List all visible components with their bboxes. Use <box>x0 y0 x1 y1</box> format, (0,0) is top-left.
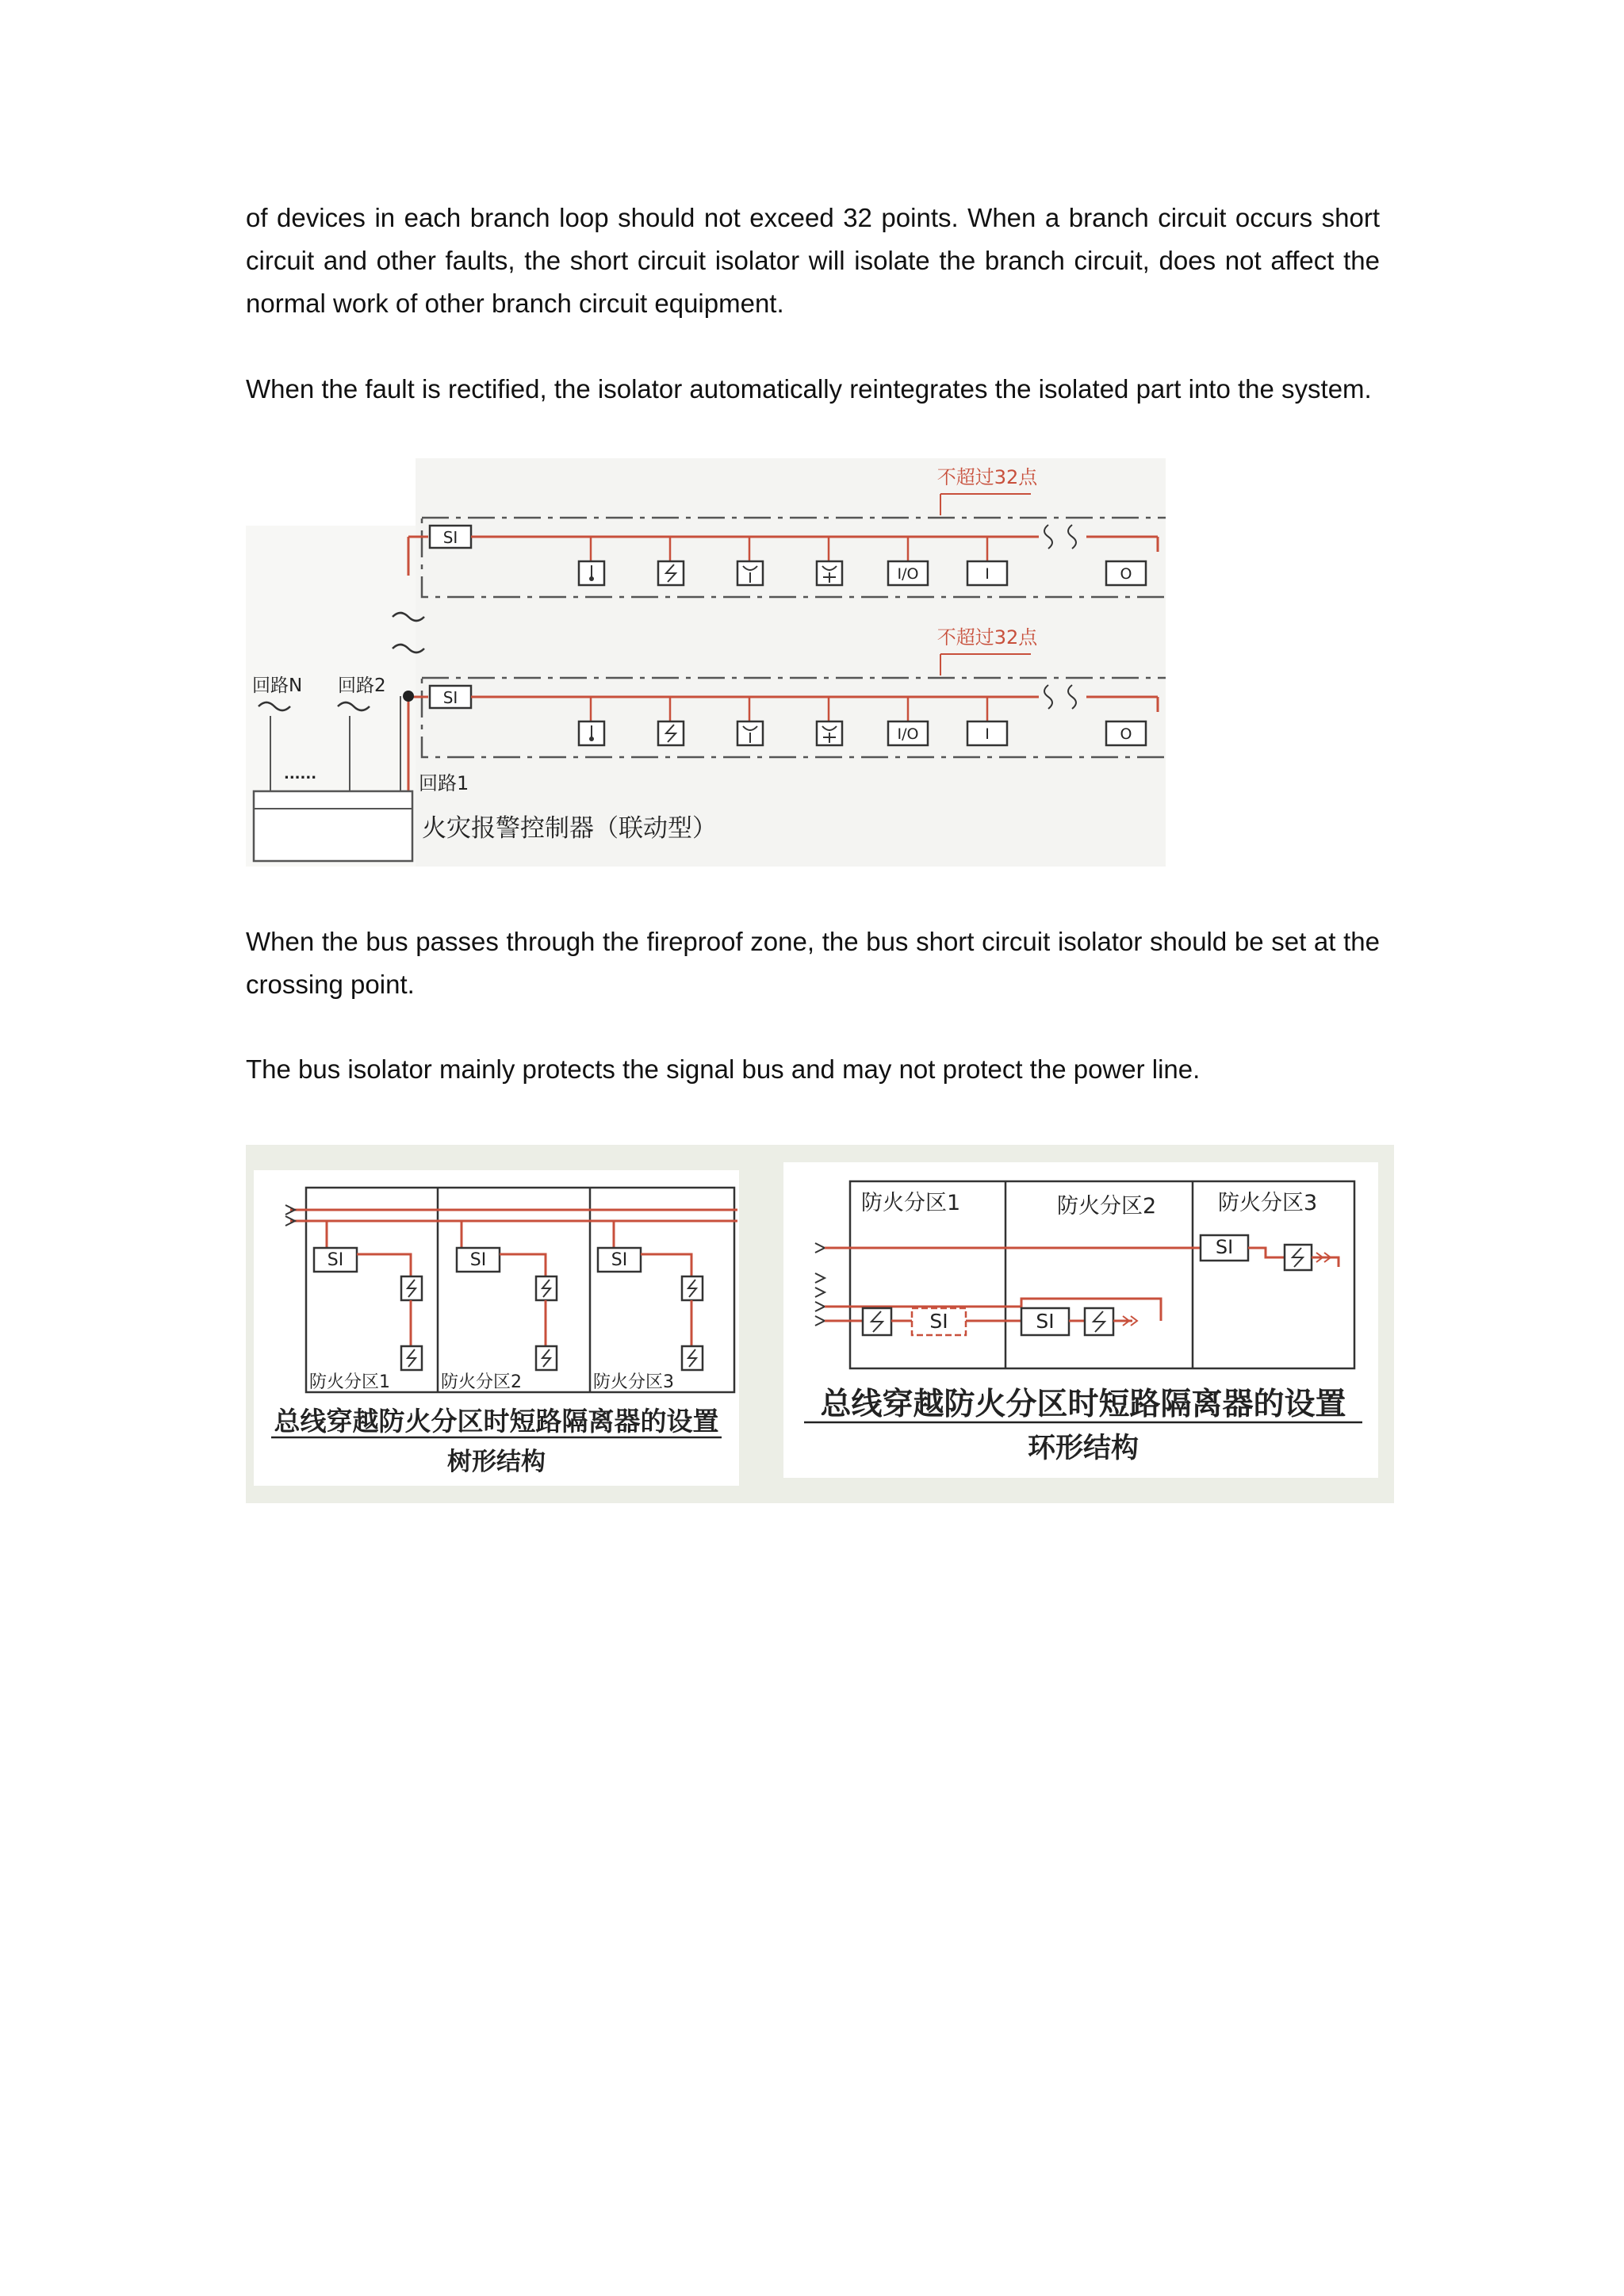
svg-text:SI: SI <box>929 1310 948 1333</box>
svg-text:I/O: I/O <box>897 565 919 583</box>
more-loops-dots: ...... <box>284 766 317 783</box>
zone-3-label: 防火分区3 <box>1218 1191 1318 1215</box>
svg-text:I: I <box>985 565 990 583</box>
loop-1-label: 回路1 <box>419 772 469 794</box>
svg-text:SI: SI <box>1036 1310 1055 1333</box>
loop-n-label: 回路N <box>252 675 303 696</box>
controller-label: 火灾报警控制器（联动型） <box>422 814 717 843</box>
paragraph-fireproof-zone: When the bus passes through the fireproof zone, the bus short circuit isolator should be set at the crossing point. <box>246 927 1380 999</box>
zone-2-label: 防火分区2 <box>441 1372 522 1392</box>
tree-subcaption: 树形结构 <box>447 1448 546 1476</box>
isolator-label: SI <box>442 688 458 707</box>
svg-text:SI: SI <box>327 1250 344 1270</box>
svg-text:I/O: I/O <box>897 725 919 743</box>
svg-text:O: O <box>1120 725 1132 743</box>
svg-text:O: O <box>1120 565 1132 583</box>
tree-caption: 总线穿越防火分区时短路隔离器的设置 <box>274 1406 719 1437</box>
zone-1-label: 防火分区1 <box>861 1191 961 1215</box>
limit-32-label-bottom: 不超过32点 <box>936 626 1038 649</box>
paragraph-fault-rectified: When the fault is rectified, the isolator automatically reintegrates the isolated part into the system. <box>246 374 1372 404</box>
zone-2-label: 防火分区2 <box>1057 1194 1157 1219</box>
ring-structure-diagram <box>783 1162 1378 1478</box>
ring-subcaption: 环形结构 <box>1027 1433 1139 1464</box>
loop-2-label: 回路2 <box>338 675 386 696</box>
svg-text:SI: SI <box>611 1250 628 1270</box>
paragraph-bus-isolator: The bus isolator mainly protects the signal bus and may not protect the power line. <box>246 1054 1201 1084</box>
paragraph-loop-limit: of devices in each branch loop should not exceed 32 points. When a branch circuit occurs short circuit and other faults, the short circuit isolator will isolate the branch circuit, does not affect the normal work of other branch circuit equipment. <box>246 203 1380 318</box>
svg-text:I: I <box>985 725 990 743</box>
limit-32-label-top: 不超过32点 <box>936 466 1038 488</box>
isolator-label: SI <box>442 528 458 547</box>
loop-wiring-diagram <box>246 458 1166 867</box>
svg-text:SI: SI <box>1215 1236 1234 1258</box>
ring-caption: 总线穿越防火分区时短路隔离器的设置 <box>820 1387 1346 1422</box>
tree-structure-diagram <box>254 1170 739 1486</box>
zone-3-label: 防火分区3 <box>593 1372 674 1392</box>
zone-1-label: 防火分区1 <box>309 1372 390 1392</box>
svg-text:SI: SI <box>469 1250 487 1270</box>
